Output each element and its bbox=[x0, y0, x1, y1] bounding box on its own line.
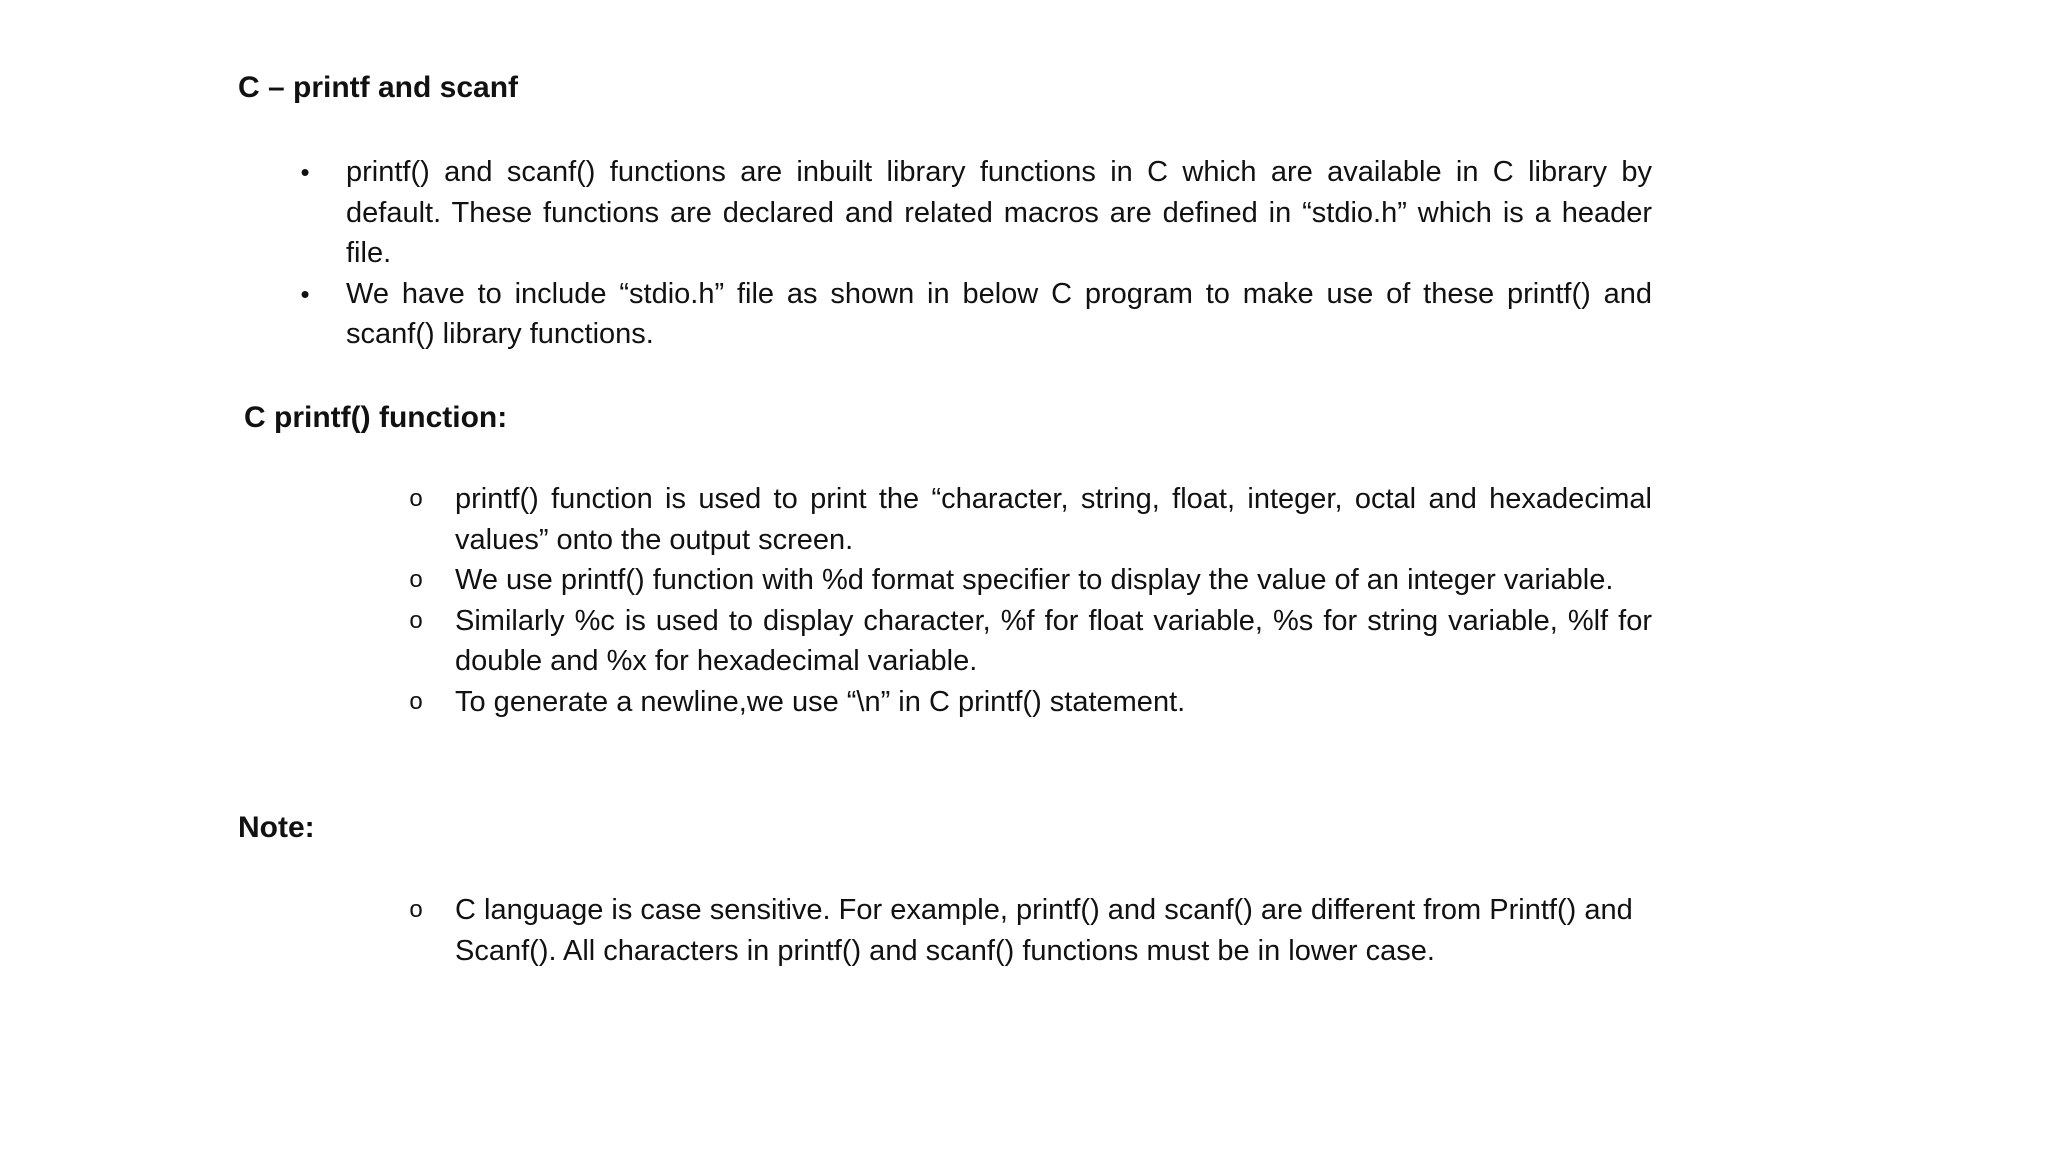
list-item-text: printf() function is used to print the “character, string, float, integer, octal and hexadecimal values” onto the output screen. bbox=[455, 483, 1652, 556]
list-item-text: C language is case sensitive. For example, printf() and scanf() are different from Printf() and Scanf(). All characters in printf() and scanf() functions must be in lower case. bbox=[455, 894, 1633, 967]
hollow-circle-bullet-icon: o bbox=[409, 566, 423, 593]
hollow-circle-bullet-icon: o bbox=[409, 606, 423, 634]
list-item bbox=[409, 601, 1652, 682]
list-item bbox=[300, 152, 1652, 274]
list-item bbox=[409, 560, 1652, 601]
list-item-text: We use printf() function with %d format specifier to display the value of an integer variable. bbox=[455, 564, 1614, 596]
list-item bbox=[409, 890, 1652, 971]
note-bullet-list bbox=[409, 890, 1652, 971]
list-item bbox=[409, 682, 1652, 723]
hollow-circle-bullet-icon: o bbox=[409, 896, 423, 923]
list-item-text: Similarly %c is used to display character, %f for float variable, %s for string variable, %lf for double and %x for hexadecimal variable. bbox=[455, 604, 1652, 677]
printf-bullet-list bbox=[409, 479, 1652, 722]
filled-bullet-icon: • bbox=[300, 278, 310, 309]
list-item-text: printf() and scanf() functions are inbuilt library functions in C which are available in C library by default. These functions are declared and related macros are defined in “stdio.h” which is a header file. bbox=[346, 156, 1652, 269]
list-item-text: To generate a newline,we use “\n” in C printf() statement. bbox=[455, 685, 1186, 718]
page-title: C – printf and scanf bbox=[238, 71, 519, 104]
list-item bbox=[409, 479, 1652, 560]
section-heading-note: Note: bbox=[238, 811, 315, 844]
intro-bullet-list bbox=[300, 152, 1652, 355]
list-item bbox=[300, 274, 1652, 355]
hollow-circle-bullet-icon: o bbox=[409, 485, 423, 512]
hollow-circle-bullet-icon: o bbox=[409, 687, 423, 715]
section-heading-printf: C printf() function: bbox=[244, 401, 508, 434]
list-item-text: We have to include “stdio.h” file as shown in below C program to make use of these printf() and scanf() library functions. bbox=[346, 277, 1652, 350]
filled-bullet-icon: • bbox=[300, 157, 310, 187]
